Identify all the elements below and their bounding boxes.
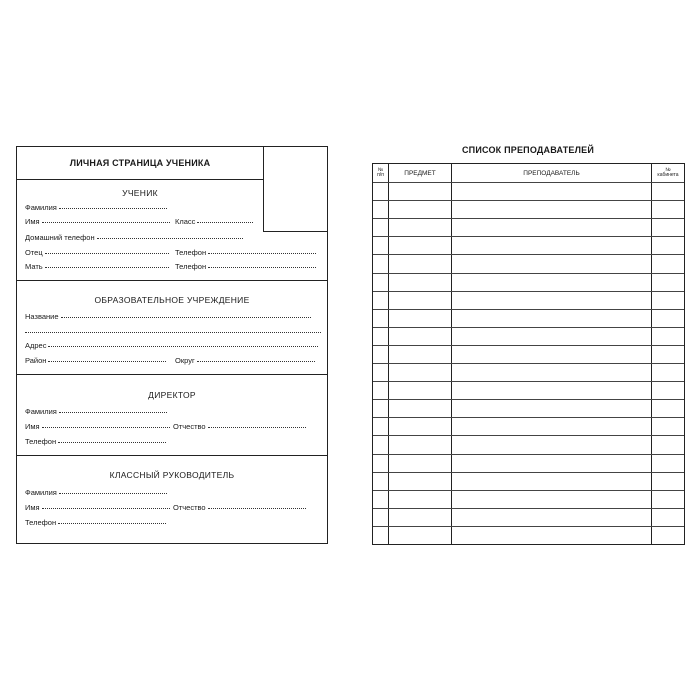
student-section-heading: УЧЕНИК bbox=[122, 188, 158, 198]
teacher-surname-row: Фамилия bbox=[25, 488, 167, 497]
column-divider bbox=[651, 164, 652, 544]
table-row[interactable] bbox=[373, 363, 684, 364]
surname-blank[interactable] bbox=[59, 208, 167, 209]
school-name-row: Название bbox=[25, 312, 311, 321]
table-row[interactable] bbox=[373, 417, 684, 418]
column-header-subject: ПРЕДМЕТ bbox=[404, 169, 436, 177]
father-phone-row: Телефон bbox=[175, 248, 316, 257]
teacher-name-row: Имя bbox=[25, 503, 170, 512]
mother-blank[interactable] bbox=[45, 267, 169, 268]
teacher-patronymic-blank[interactable] bbox=[208, 508, 306, 509]
teacher-phone-row: Телефон bbox=[25, 518, 166, 527]
director-phone-blank[interactable] bbox=[58, 442, 166, 443]
table-row[interactable] bbox=[373, 254, 684, 255]
school-name-blank-2[interactable] bbox=[25, 332, 321, 333]
table-row[interactable] bbox=[373, 526, 684, 527]
student-personal-page bbox=[16, 146, 328, 544]
mother-phone-blank[interactable] bbox=[208, 267, 316, 268]
home-phone-row: Домашний телефон bbox=[25, 233, 243, 242]
director-phone-row: Телефон bbox=[25, 437, 166, 446]
table-row[interactable] bbox=[373, 345, 684, 346]
director-surname-blank[interactable] bbox=[59, 412, 167, 413]
column-divider bbox=[451, 164, 452, 544]
table-row[interactable] bbox=[373, 309, 684, 310]
father-phone-blank[interactable] bbox=[208, 253, 316, 254]
table-row[interactable] bbox=[373, 508, 684, 509]
table-row[interactable] bbox=[373, 490, 684, 491]
district-row: Район bbox=[25, 356, 166, 365]
director-name-row: Имя bbox=[25, 422, 170, 431]
table-row[interactable] bbox=[373, 273, 684, 274]
table-row[interactable] bbox=[373, 435, 684, 436]
director-section-heading: ДИРЕКТОР bbox=[148, 390, 196, 400]
table-row[interactable] bbox=[373, 182, 684, 183]
district-blank[interactable] bbox=[48, 361, 166, 362]
director-name-blank[interactable] bbox=[42, 427, 170, 428]
county-blank[interactable] bbox=[197, 361, 315, 362]
table-row[interactable] bbox=[373, 200, 684, 201]
teacher-phone-blank[interactable] bbox=[58, 523, 166, 524]
table-row[interactable] bbox=[373, 472, 684, 473]
teachers-list-title: СПИСОК ПРЕПОДАВАТЕЛЕЙ bbox=[461, 145, 595, 155]
section-divider bbox=[17, 280, 327, 281]
school-address-row: Адрес bbox=[25, 341, 318, 350]
home-phone-blank[interactable] bbox=[97, 238, 243, 239]
mother-row: Мать bbox=[25, 262, 169, 271]
teacher-surname-blank[interactable] bbox=[59, 493, 167, 494]
photo-box bbox=[263, 146, 328, 232]
student-name-row: Имя bbox=[25, 217, 170, 226]
director-patronymic-blank[interactable] bbox=[208, 427, 306, 428]
column-header-room: № кабинета bbox=[657, 166, 679, 178]
student-surname-row: Фамилия bbox=[25, 203, 167, 212]
father-row: Отец bbox=[25, 248, 169, 257]
student-class-row: Класс bbox=[175, 217, 253, 226]
teachers-table bbox=[372, 163, 685, 545]
director-patronymic-row: Отчество bbox=[173, 422, 306, 431]
director-surname-row: Фамилия bbox=[25, 407, 167, 416]
table-row[interactable] bbox=[373, 236, 684, 237]
table-row[interactable] bbox=[373, 381, 684, 382]
teacher-patronymic-row: Отчество bbox=[173, 503, 306, 512]
father-blank[interactable] bbox=[45, 253, 169, 254]
county-row: Округ bbox=[175, 356, 315, 365]
table-row[interactable] bbox=[373, 291, 684, 292]
table-row[interactable] bbox=[373, 454, 684, 455]
school-section-heading: ОБРАЗОВАТЕЛЬНОЕ УЧРЕЖДЕНИЕ bbox=[94, 295, 250, 305]
name-blank[interactable] bbox=[42, 222, 170, 223]
class-teacher-section-heading: КЛАССНЫЙ РУКОВОДИТЕЛЬ bbox=[109, 470, 235, 480]
section-divider bbox=[17, 374, 327, 375]
table-row[interactable] bbox=[373, 327, 684, 328]
page-title: ЛИЧНАЯ СТРАНИЦА УЧЕНИКА bbox=[17, 147, 263, 180]
column-header-teacher: ПРЕПОДАВАТЕЛЬ bbox=[523, 169, 580, 177]
table-row[interactable] bbox=[373, 218, 684, 219]
school-name-row-2 bbox=[25, 327, 321, 336]
section-divider bbox=[17, 455, 327, 456]
mother-phone-row: Телефон bbox=[175, 262, 316, 271]
school-name-blank[interactable] bbox=[61, 317, 311, 318]
class-blank[interactable] bbox=[197, 222, 253, 223]
address-blank[interactable] bbox=[48, 346, 318, 347]
column-header-number: № п/п bbox=[377, 166, 384, 178]
table-row[interactable] bbox=[373, 399, 684, 400]
column-divider bbox=[388, 164, 389, 544]
teacher-name-blank[interactable] bbox=[42, 508, 170, 509]
